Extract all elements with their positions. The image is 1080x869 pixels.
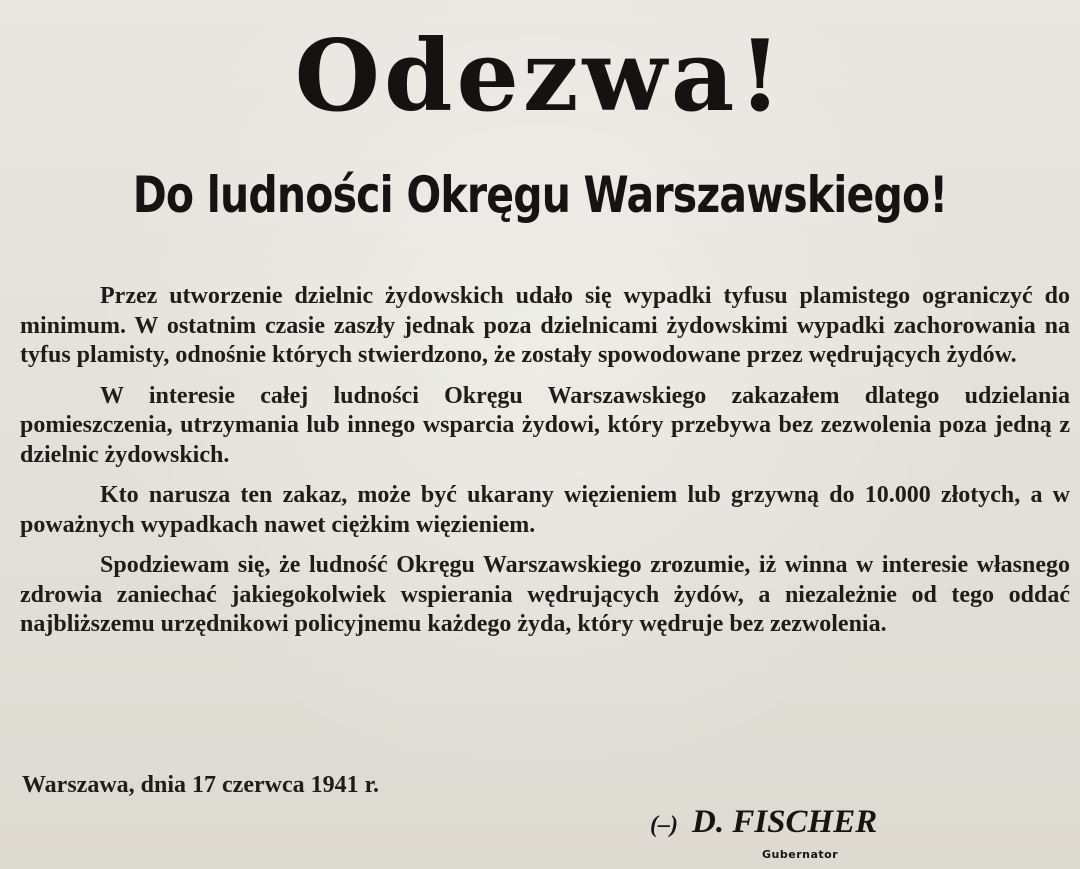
body-paragraph-3: Kto narusza ten zakaz, może być ukarany więzieniem lub grzywną do 10.000 złotych, a w poważnych wypadkach nawet ciężkim więzieniem. [20,482,1070,538]
signature-role: Gubernator [762,848,839,861]
body-paragraph-4: Spodziewam się, że ludność Okręgu Warszawskiego zrozumie, iż winna w interesie własnego zdrowia zaniechać jakiegokolwiek wspierania wędrujących żydów, a niezależnie od tego oddać najbliższemu urzędnikowi policyjnemu każdego żyda, który wędruje bez zezwolenia. [20,552,1070,637]
signature-name: D. FISCHER [691,804,878,840]
poster-subtitle: Do ludności Okręgu Warszawskiego! [132,166,948,224]
signature-line [650,806,980,839]
poster-body [20,282,1070,651]
body-paragraph-2: W interesie całej ludności Okręgu Warszawskiego zakazałem dlatego udzielania pomieszczenia, utrzymania lub innego wsparcia żydowi, który przebywa bez zezwolenia poza jedną z dzielnic żydowskich. [20,382,1070,468]
poster-title: Odezwa! [294,19,786,134]
signature-prefix: (–) [650,812,678,838]
dateline: Warszawa, dnia 17 czerwca 1941 r. [22,772,380,798]
body-paragraph-1: Przez utworzenie dzielnic żydowskich udało się wypadki tyfusu plamistego ograniczyć do minimum. W ostatnim czasie zaszły jednak poza dzielnicami żydowskimi wypadki zachorowania na tyfus plamisty, odnośnie których stwierdzono, że zostały spowodowane przez wędrujących żydów. [20,283,1070,368]
signature-block [650,804,980,861]
